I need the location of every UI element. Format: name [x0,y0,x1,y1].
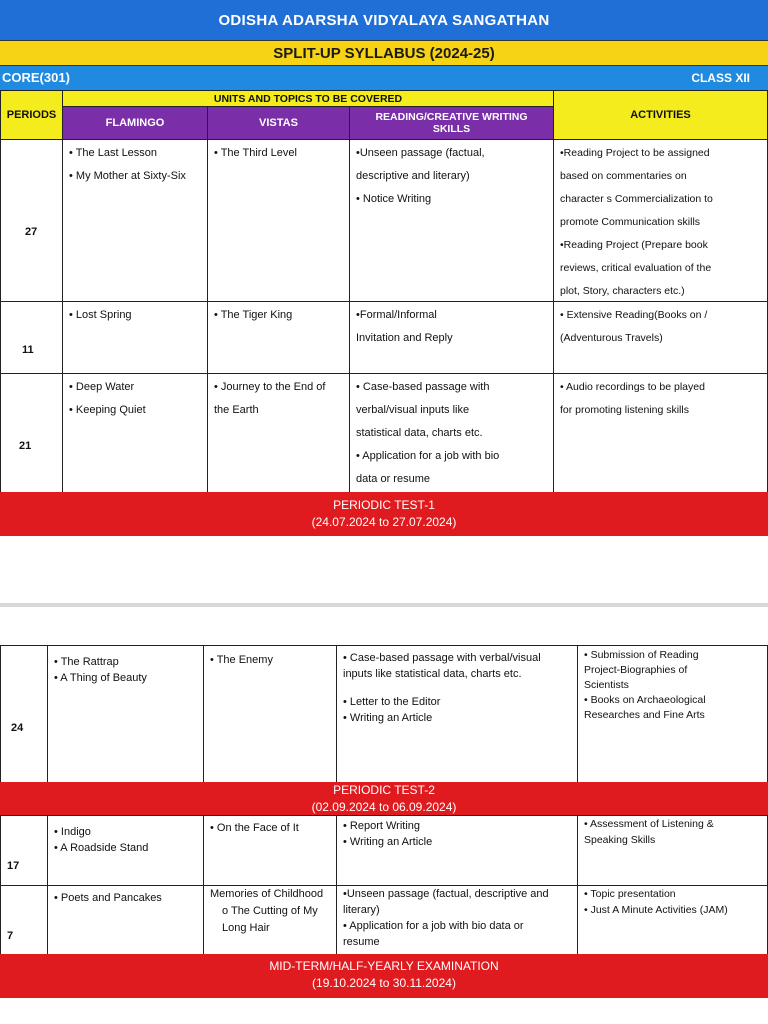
table-row [0,815,48,886]
flamingo-cell [62,301,208,374]
vistas-cell [207,301,350,374]
flamingo-cell [47,815,204,886]
list-item: promote Communication skills [560,216,701,228]
syllabus-title-banner [0,40,768,66]
reading-header-label: READING/CREATIVE WRITING SKILLS [375,111,528,135]
vistas-header-label: VISTAS [259,117,298,129]
reading-cell [336,885,578,955]
list-item: Scientists [584,679,629,691]
periods-value: 24 [11,722,24,734]
list-item: based on commentaries on [560,170,687,182]
list-item: • On the Face of It [210,822,299,834]
flamingo-cell [62,373,208,493]
list-item: descriptive and literary) [356,170,470,182]
periodic-test-1-banner [0,492,768,536]
reading-cell [336,645,578,783]
list-item: • Case-based passage with [356,381,490,393]
list-item: • Topic presentation [584,888,676,900]
page-gap [0,540,768,644]
list-item: • Application for a job with bio [356,450,500,462]
list-item: • The Third Level [214,147,297,159]
school-name-banner [0,0,768,40]
list-item: • Writing an Article [343,836,433,848]
periods-value: 21 [19,440,32,452]
list-item: (Adventurous Travels) [560,332,663,344]
table-row [0,885,48,955]
list-item: • Journey to the End of [214,381,326,393]
list-item: • Letter to the Editor [343,696,441,708]
reading-cell [349,139,554,302]
subject-code: CORE(301) [2,70,70,85]
activities-cell [577,815,768,886]
list-item: character s Commercialization to [560,193,713,205]
page-separator [0,603,768,607]
list-item: • Deep Water [69,381,135,393]
list-item: • Notice Writing [356,193,432,205]
list-item: •Unseen passage (factual, [356,147,485,159]
list-item: inputs like statistical data, charts etc. [343,668,522,680]
activities-header [553,90,768,140]
list-item: • Indigo [54,826,91,838]
periods-value: 27 [25,226,38,238]
list-item: verbal/visual inputs like [356,404,470,416]
list-item: plot, Story, characters etc.) [560,285,685,297]
list-item: • My Mother at Sixty-Six [69,170,186,182]
list-item: Long Hair [222,922,270,934]
periodic-test-2-banner [0,782,768,816]
school-name: ODISHA ADARSHA VIDYALAYA SANGATHAN [218,11,550,29]
subject-banner [0,66,768,90]
list-item: Memories of Childhood [210,888,324,900]
table-row [0,301,63,374]
periods-header-label: PERIODS [6,109,57,121]
table-row [0,373,63,493]
list-item: •Formal/Informal [356,309,437,321]
activities-cell [553,301,768,374]
class-label: CLASS XII [691,71,750,85]
mid-term-exam-banner [0,954,768,998]
list-item: • Just A Minute Activities (JAM) [584,904,728,916]
activities-cell [577,645,768,783]
list-item: • Submission of Reading [584,649,699,661]
table-row [0,645,48,783]
activities-cell [553,373,768,493]
flamingo-cell [47,885,204,955]
syllabus-title: SPLIT-UP SYLLABUS (2024-25) [273,44,495,62]
list-item: • Case-based passage with verbal/visual [343,652,541,664]
list-item [343,682,571,694]
units-header-label: UNITS AND TOPICS TO BE COVERED [213,92,403,105]
activities-header-label: ACTIVITIES [630,109,691,121]
list-item: • Audio recordings to be played [560,381,705,393]
list-item: • Keeping Quiet [69,404,146,416]
vistas-cell [203,645,337,783]
vistas-cell [203,885,337,955]
list-item: •Unseen passage (factual, descriptive and [343,888,549,900]
mid-term-exam-label: MID-TERM/HALF-YEARLY EXAMINATION [269,959,499,973]
vistas-cell [203,815,337,886]
list-item: statistical data, charts etc. [356,427,483,439]
activities-cell [577,885,768,955]
flamingo-header-label: FLAMINGO [105,117,165,129]
list-item: • The Tiger King [214,309,293,321]
periods-value: 11 [22,344,34,356]
periods-header [0,90,63,140]
vistas-header [207,106,350,140]
periods-value: 17 [7,860,20,872]
list-item: • A Thing of Beauty [54,672,147,684]
periodic-test-2-dates: (02.09.2024 to 06.09.2024) [311,800,457,814]
list-item: Invitation and Reply [356,332,453,344]
list-item: •Reading Project (Prepare book [560,239,708,251]
list-item: resume [343,936,380,948]
reading-header [349,106,554,140]
list-item: • Books on Archaeological [584,694,706,706]
periodic-test-1-label: PERIODIC TEST-1 [333,498,435,512]
reading-cell [349,373,554,493]
list-item: • Report Writing [343,820,421,832]
list-item: • The Last Lesson [69,147,158,159]
list-item: • Assessment of Listening & [584,818,714,830]
periodic-test-1-dates: (24.07.2024 to 27.07.2024) [311,515,457,529]
vistas-cell [207,373,350,493]
list-item: • Application for a job with bio data or [343,920,524,932]
units-header [62,90,554,107]
list-item: literary) [343,904,380,916]
flamingo-cell [47,645,204,783]
vistas-cell [207,139,350,302]
list-item: Project-Biographies of [584,664,688,676]
flamingo-cell [62,139,208,302]
list-item: for promoting listening skills [560,404,689,416]
list-item: • Writing an Article [343,712,433,724]
list-item: • The Enemy [210,654,273,666]
list-item: • A Roadside Stand [54,842,149,854]
list-item: • Poets and Pancakes [54,892,162,904]
list-item: o The Cutting of My [222,905,318,917]
list-item: reviews, critical evaluation of the [560,262,712,274]
list-item: Researches and Fine Arts [584,709,705,721]
list-item: Speaking Skills [584,834,656,846]
list-item: • The Rattrap [54,656,119,668]
reading-cell [349,301,554,374]
flamingo-header [62,106,208,140]
list-item: data or resume [356,473,430,485]
periodic-test-2-label: PERIODIC TEST-2 [333,783,435,797]
list-item: • Extensive Reading(Books on / [560,309,708,321]
list-item: • Lost Spring [69,309,132,321]
list-item: the Earth [214,404,259,416]
mid-term-exam-dates: (19.10.2024 to 30.11.2024) [312,976,456,990]
periods-value: 7 [7,930,14,942]
table-row [0,139,63,302]
reading-cell [336,815,578,886]
activities-cell [553,139,768,302]
list-item: •Reading Project to be assigned [560,147,710,159]
